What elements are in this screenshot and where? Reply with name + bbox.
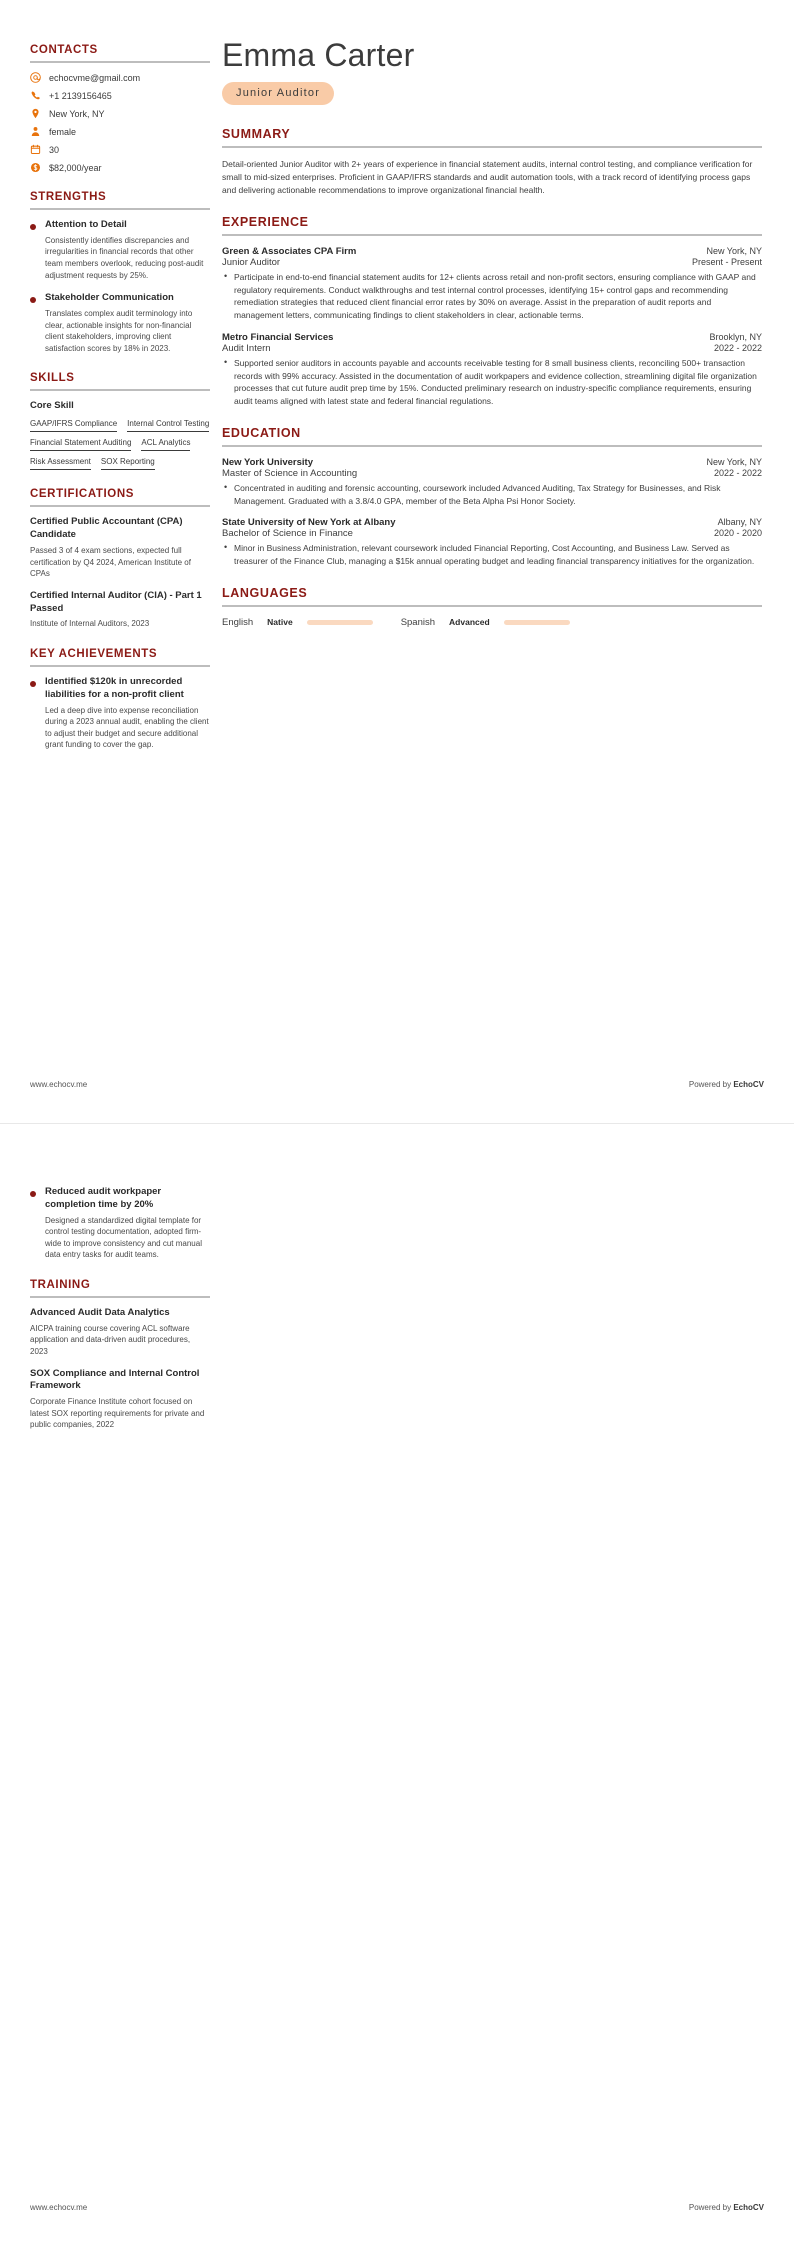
contact-item-salary	[30, 162, 210, 173]
section-divider	[222, 605, 762, 607]
experience-bullet: • Supported senior auditors in accounts payable and accounts receivable testing for 8 small business clients, reconciling 500+ transaction records with 99% accuracy. Assisted in the documentation of audit workpapers and evidence collection, streamlining digital file organization processes that cut future audit prep time by 15%. Conducted preliminary research on industry-specific compliance requirements, ensuring audit teams aligned with latest state and federal financial regulations.	[222, 357, 762, 408]
section-divider	[30, 1296, 210, 1298]
strength-description: Translates complex audit terminology into clear, actionable insights for non-financial client stakeholders, improving client satisfaction scores by 18% in 2023.	[45, 309, 193, 353]
section-divider	[30, 505, 210, 507]
contact-item-email[interactable]	[30, 72, 210, 83]
footer-powered-prefix: Powered by	[688, 1080, 734, 1089]
contact-item-location	[30, 108, 210, 119]
strengths-section	[30, 191, 210, 354]
email-icon	[30, 72, 41, 83]
achievement-description: Designed a standardized digital template for control testing documentation, adopted firm-wide to improve consistency and cut manual data entry tasks for audit teams.	[45, 1215, 202, 1260]
achievement-item	[30, 676, 210, 751]
experience-location: New York, NY	[706, 245, 762, 256]
contact-item-age	[30, 144, 210, 155]
education-item	[222, 457, 762, 508]
section-divider	[30, 208, 210, 210]
footer-brand-name: EchoCV	[733, 2203, 764, 2212]
skills-group-label: Core Skill	[30, 400, 74, 412]
training-section	[30, 1279, 210, 1431]
language-proficiency-bar	[504, 620, 570, 625]
resume-header	[222, 38, 762, 105]
skill-chip: ACL Analytics	[141, 436, 190, 451]
section-divider	[30, 389, 210, 391]
strength-description: Consistently identifies discrepancies and irregularities in financial records that other team members overlook, reducing post-audit adjustment requests by 25%.	[45, 235, 204, 280]
bullet-dot-icon	[30, 224, 36, 230]
section-divider	[30, 665, 210, 667]
contacts-section	[30, 44, 210, 173]
education-location: New York, NY	[706, 456, 762, 467]
experience-organization: Metro Financial Services	[222, 331, 334, 343]
experience-dates: Present - Present	[691, 256, 762, 267]
footer-powered-prefix: Powered by	[688, 2203, 734, 2212]
strength-item	[30, 219, 210, 281]
section-divider	[222, 234, 762, 236]
key-achievements-heading: KEY ACHIEVEMENTS	[30, 648, 158, 660]
experience-dates: 2022 - 2022	[713, 342, 762, 353]
education-section	[222, 426, 762, 568]
section-divider	[30, 61, 210, 63]
footer-powered-by	[689, 1080, 764, 1089]
page-footer	[30, 1080, 764, 1089]
contact-value: New York, NY	[49, 108, 105, 119]
experience-item	[222, 246, 762, 322]
footer-brand-name: EchoCV	[733, 1080, 764, 1089]
education-dates: 2020 - 2020	[713, 528, 762, 539]
experience-role: Audit Intern	[222, 342, 271, 354]
contact-item-gender	[30, 126, 210, 137]
education-bullets	[222, 482, 762, 508]
phone-icon	[30, 90, 41, 101]
language-proficiency-bar	[307, 620, 373, 625]
achievement-description: Led a deep dive into expense reconciliation during a 2023 annual audit, enabling the client to adjust their budget and secure additional grant funding to cover the gap.	[45, 705, 209, 750]
certification-item	[30, 590, 210, 630]
contact-value: 30	[49, 144, 60, 155]
strength-item	[30, 292, 210, 354]
certification-description: Passed 3 of 4 exam sections, expected full certification by Q4 2024, American Institute of CPAs	[30, 546, 191, 579]
training-description: Corporate Finance Institute cohort focused on latest SOX reporting requirements for private and public companies, 2022	[30, 1397, 205, 1430]
training-title: SOX Compliance and Internal Control Framework	[30, 1367, 200, 1392]
experience-location: Brooklyn, NY	[709, 331, 762, 342]
summary-text: Detail-oriented Junior Auditor with 2+ years of experience in financial statement audits, internal control testing, and compliance verification for small to mid-sized enterprises. Proficient in GAAP/IFRS standards and audit automation tools, with a track record of identifying process gaps and delivering actionable recommendations to improve organizational financial health.	[222, 159, 753, 195]
strength-title: Stakeholder Communication	[45, 292, 174, 304]
resume-page-2	[0, 1123, 794, 2246]
section-divider	[222, 146, 762, 148]
key-achievements-section	[30, 648, 210, 751]
calendar-icon	[30, 144, 41, 155]
education-organization: New York University	[222, 456, 313, 468]
experience-bullet: • Participate in end-to-end financial statement audits for 12+ clients across retail and non-profit sectors, ensuring compliance with GAAP and regulatory requirements. Conduct walkthroughs and test internal control processes, identifying 15+ control gaps and recommending remediation strategies that reduced client financial error rates by 30% on average. Assist in the preparation of audit reports and management letters, communicating findings to client stakeholders in clear, actionable terms.	[222, 271, 762, 322]
main-column	[222, 38, 762, 646]
education-dates: 2022 - 2022	[713, 467, 762, 478]
summary-section	[222, 127, 762, 197]
sidebar-column	[30, 44, 210, 769]
contact-value: echocvme@gmail.com	[49, 72, 141, 83]
experience-organization: Green & Associates CPA Firm	[222, 245, 357, 257]
education-bullet: • Concentrated in auditing and forensic accounting, coursework included Advanced Auditing, Tax Strategy for Businesses, and Risk Management. Graduated with a 3.8/4.0 GPA, member of the Beta Alpha Psi Honor Society.	[222, 482, 762, 508]
section-divider	[222, 445, 762, 447]
bullet-dot-icon	[30, 681, 36, 687]
certification-item	[30, 516, 210, 579]
training-item	[30, 1307, 210, 1358]
language-level: Native	[267, 617, 293, 628]
experience-section	[222, 215, 762, 408]
sidebar-column-continued	[30, 1186, 210, 1449]
contact-value: +1 2139156465	[49, 90, 112, 101]
certification-title: Certified Internal Auditor (CIA) - Part 1 Passed	[30, 589, 202, 614]
skill-chip: Financial Statement Auditing	[30, 436, 131, 451]
education-degree: Master of Science in Accounting	[222, 467, 358, 479]
language-item	[401, 617, 570, 628]
contacts-heading: CONTACTS	[30, 44, 98, 56]
achievement-item	[30, 1186, 210, 1261]
education-heading: EDUCATION	[222, 425, 301, 440]
experience-bullets	[222, 271, 762, 322]
experience-item	[222, 332, 762, 408]
language-item	[222, 617, 373, 628]
languages-list	[222, 617, 762, 628]
footer-website[interactable]: www.echocv.me	[30, 2203, 88, 2212]
contact-item-phone[interactable]	[30, 90, 210, 101]
location-pin-icon	[30, 108, 41, 119]
strength-title: Attention to Detail	[45, 219, 127, 230]
bullet-dot-icon	[30, 297, 36, 303]
education-location: Albany, NY	[717, 517, 762, 528]
certification-title: Certified Public Accountant (CPA) Candidate	[30, 516, 183, 541]
language-level: Advanced	[449, 617, 490, 628]
education-bullets	[222, 542, 762, 568]
key-achievements-continued	[30, 1186, 210, 1261]
training-heading: TRAINING	[30, 1279, 91, 1291]
education-item	[222, 517, 762, 568]
bullet-dot-icon	[30, 1191, 36, 1197]
skills-section	[30, 372, 210, 470]
skill-chip: Internal Control Testing	[127, 417, 209, 432]
money-icon	[30, 162, 41, 173]
skill-chip: Risk Assessment	[30, 455, 91, 470]
education-organization: State University of New York at Albany	[222, 517, 396, 529]
footer-website[interactable]: www.echocv.me	[30, 1080, 88, 1089]
job-title-badge: Junior Auditor	[222, 82, 334, 105]
certifications-heading: CERTIFICATIONS	[30, 488, 135, 501]
strengths-heading: STRENGTHS	[30, 191, 107, 203]
certification-description: Institute of Internal Auditors, 2023	[30, 619, 150, 629]
experience-heading: EXPERIENCE	[222, 214, 309, 229]
experience-role: Junior Auditor	[222, 256, 281, 268]
skills-list	[30, 417, 210, 470]
languages-heading: LANGUAGES	[222, 585, 308, 600]
summary-heading: SUMMARY	[222, 127, 291, 142]
experience-bullets	[222, 357, 762, 408]
footer-powered-by	[689, 2203, 764, 2212]
training-description: AICPA training course covering ACL software application and data-driven audit procedures, 2023	[30, 1323, 191, 1356]
languages-section	[222, 586, 762, 628]
skills-heading: SKILLS	[30, 372, 75, 385]
education-bullet: • Minor in Business Administration, relevant coursework included Financial Reporting, Cost Accounting, and Business Law. Served as treasurer of the Finance Club, managing a $15k annual operating budget and leading financial transparency initiatives for the organization.	[222, 542, 762, 568]
language-name: Spanish	[400, 616, 436, 628]
language-name: English	[222, 616, 254, 628]
contact-value: $82,000/year	[49, 162, 102, 173]
skill-chip: SOX Reporting	[101, 455, 155, 470]
candidate-name: Emma Carter	[222, 37, 415, 73]
training-title: Advanced Audit Data Analytics	[30, 1307, 170, 1318]
training-item	[30, 1368, 210, 1431]
achievement-title: Identified $120k in unrecorded liabilities for a non-profit client	[45, 676, 184, 700]
certifications-section	[30, 488, 210, 630]
education-degree: Bachelor of Science in Finance	[222, 528, 353, 540]
contact-value: female	[49, 126, 77, 137]
person-icon	[30, 126, 41, 137]
page-footer	[30, 2203, 764, 2212]
skill-chip: GAAP/IFRS Compliance	[30, 417, 117, 432]
achievement-title: Reduced audit workpaper completion time by 20%	[45, 1186, 162, 1210]
